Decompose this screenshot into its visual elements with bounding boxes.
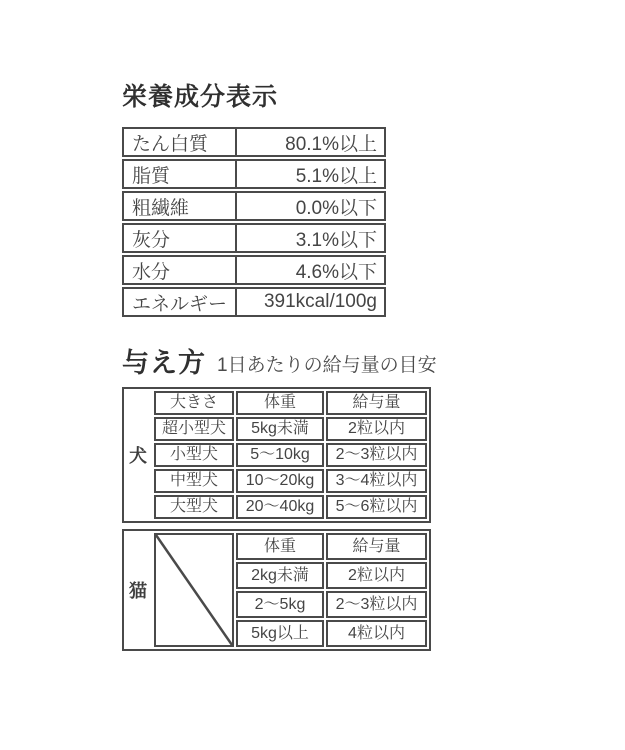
dog-header-weight: 体重 bbox=[236, 391, 324, 415]
label-content bbox=[122, 85, 502, 651]
nutrient-name: 水分 bbox=[124, 257, 237, 283]
dog-weight-cell: 5〜10kg bbox=[236, 443, 324, 467]
cat-species-label: 猫 bbox=[129, 581, 147, 601]
dog-header-size: 大きさ bbox=[154, 391, 234, 415]
nutrient-value: 0.0%以下 bbox=[295, 197, 377, 219]
dog-size-cell: 中型犬 bbox=[154, 469, 234, 493]
dog-amount-cell: 5〜6粒以内 bbox=[326, 495, 427, 519]
cat-weight-cell: 2〜5kg bbox=[236, 591, 324, 618]
nutrition-title: 栄養成分表示 bbox=[122, 83, 279, 111]
nutrient-value: 3.1%以下 bbox=[295, 229, 377, 251]
dog-feeding-grid bbox=[152, 389, 429, 521]
table-row bbox=[122, 255, 386, 285]
dog-feeding-table bbox=[122, 387, 431, 523]
dog-size-cell: 小型犬 bbox=[154, 443, 234, 467]
nutrient-name: たん白質 bbox=[124, 129, 237, 155]
dog-weight-cell: 5kg未満 bbox=[236, 417, 324, 441]
cat-feeding-table bbox=[122, 529, 431, 651]
nutrient-value: 391kcal/100g bbox=[263, 291, 377, 312]
dog-amount-cell: 3〜4粒以内 bbox=[326, 469, 427, 493]
cat-feeding-grid bbox=[236, 533, 427, 647]
feeding-heading bbox=[122, 350, 502, 377]
cat-amount-cell: 2〜3粒以内 bbox=[326, 591, 427, 618]
dog-header-amount: 給与量 bbox=[326, 391, 427, 415]
table-row bbox=[122, 127, 386, 157]
cat-weight-cell: 2kg未満 bbox=[236, 562, 324, 589]
dog-weight-cell: 20〜40kg bbox=[236, 495, 324, 519]
cat-amount-cell: 2粒以内 bbox=[326, 562, 427, 589]
dog-amount-cell: 2粒以内 bbox=[326, 417, 427, 441]
cat-header-weight: 体重 bbox=[236, 533, 324, 560]
table-row bbox=[122, 159, 386, 189]
diagonal-empty-cell bbox=[154, 533, 234, 647]
table-row bbox=[122, 287, 386, 317]
cat-header-amount: 給与量 bbox=[326, 533, 427, 560]
dog-weight-cell: 10〜20kg bbox=[236, 469, 324, 493]
nutrient-value: 5.1%以上 bbox=[295, 165, 377, 187]
nutrition-table bbox=[122, 127, 386, 317]
dog-amount-cell: 2〜3粒以内 bbox=[326, 443, 427, 467]
nutrient-name: 灰分 bbox=[124, 225, 237, 251]
nutrient-name: エネルギー bbox=[124, 289, 237, 315]
table-row bbox=[122, 191, 386, 221]
dog-size-cell: 超小型犬 bbox=[154, 417, 234, 441]
nutrient-name: 粗繊維 bbox=[124, 193, 237, 219]
nutrient-value: 80.1%以上 bbox=[285, 133, 377, 155]
diagonal-line-icon bbox=[156, 535, 232, 645]
cat-feeding-body bbox=[152, 531, 429, 649]
dog-size-cell: 大型犬 bbox=[154, 495, 234, 519]
nutrient-value: 4.6%以下 bbox=[295, 261, 377, 283]
feeding-subtitle: 1日あたりの給与量の目安 bbox=[217, 355, 437, 376]
feeding-title: 与え方 bbox=[122, 348, 206, 378]
cat-amount-cell: 4粒以内 bbox=[326, 620, 427, 647]
cat-weight-cell: 5kg以上 bbox=[236, 620, 324, 647]
table-row bbox=[122, 223, 386, 253]
nutrient-name: 脂質 bbox=[124, 161, 237, 187]
dog-species-label: 犬 bbox=[129, 446, 147, 466]
